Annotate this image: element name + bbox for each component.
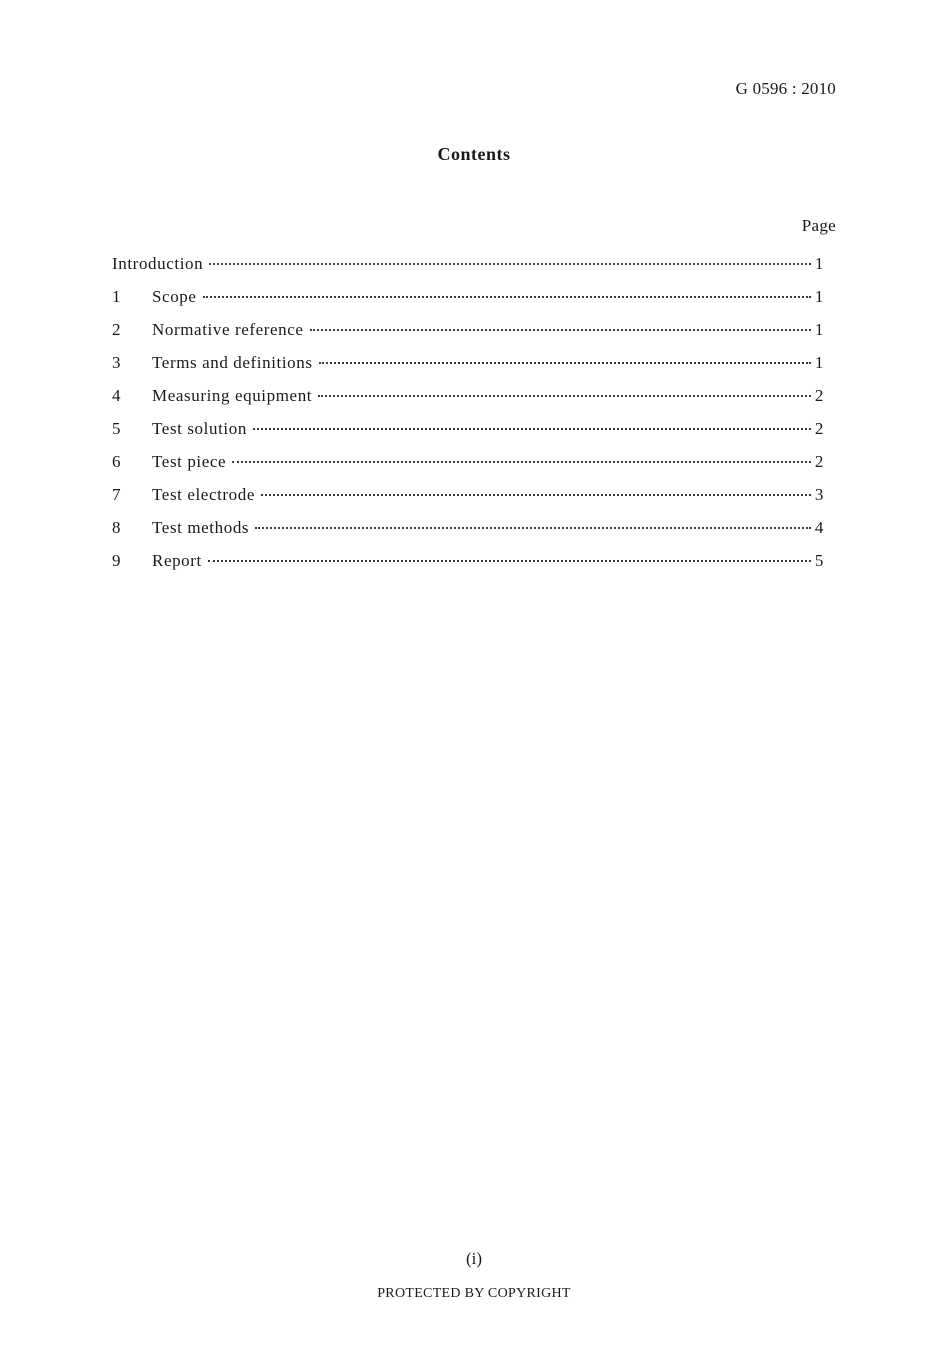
toc-entry-page: 5 bbox=[814, 551, 824, 570]
toc-dot-leader bbox=[253, 428, 811, 430]
toc-dot-leader bbox=[318, 395, 811, 397]
toc-entry-page: 1 bbox=[814, 320, 824, 339]
toc-entry-measuring-equipment[interactable] bbox=[112, 386, 824, 419]
toc-entry-number: 9 bbox=[112, 551, 122, 570]
toc-entry-test-solution[interactable] bbox=[112, 419, 824, 452]
toc-entry-label: Introduction bbox=[112, 254, 204, 273]
toc-entry-number: 5 bbox=[112, 419, 122, 438]
toc-dot-leader bbox=[209, 263, 811, 265]
toc-entry-number: 1 bbox=[112, 287, 122, 306]
toc-entry-number: 4 bbox=[112, 386, 122, 405]
toc-entry-page: 4 bbox=[814, 518, 824, 537]
toc-entry-terms-and-definitions[interactable] bbox=[112, 353, 824, 386]
copyright-notice: PROTECTED BY COPYRIGHT bbox=[377, 1286, 571, 1301]
toc-dot-leader bbox=[261, 494, 811, 496]
toc-entry-label: Test piece bbox=[152, 452, 227, 471]
toc-entry-label: Terms and definitions bbox=[152, 353, 313, 372]
toc-entry-page: 3 bbox=[814, 485, 824, 504]
toc-dot-leader bbox=[255, 527, 811, 529]
toc-entry-label: Measuring equipment bbox=[152, 386, 313, 405]
table-of-contents bbox=[112, 254, 824, 584]
toc-entry-test-piece[interactable] bbox=[112, 452, 824, 485]
toc-dot-leader bbox=[310, 329, 811, 331]
toc-entry-page: 1 bbox=[814, 353, 824, 372]
toc-dot-leader bbox=[232, 461, 811, 463]
toc-entry-label: Test electrode bbox=[152, 485, 256, 504]
toc-entry-page: 2 bbox=[814, 386, 824, 405]
page-number: (i) bbox=[465, 1249, 483, 1268]
toc-entry-label: Test solution bbox=[152, 419, 247, 438]
toc-entry-page: 2 bbox=[814, 419, 824, 438]
toc-entry-page: 2 bbox=[814, 452, 824, 471]
toc-entry-test-electrode[interactable] bbox=[112, 485, 824, 518]
toc-entry-number: 2 bbox=[112, 320, 122, 339]
toc-entry-label: Scope bbox=[152, 287, 197, 306]
toc-entry-page: 1 bbox=[814, 254, 824, 273]
document-code: G 0596 : 2010 bbox=[735, 79, 836, 98]
toc-entry-test-methods[interactable] bbox=[112, 518, 824, 551]
toc-entry-number: 3 bbox=[112, 353, 122, 372]
toc-entry-label: Report bbox=[152, 551, 202, 570]
toc-dot-leader bbox=[203, 296, 811, 298]
toc-entry-scope[interactable] bbox=[112, 287, 824, 320]
toc-entry-number: 7 bbox=[112, 485, 122, 504]
toc-entry-report[interactable] bbox=[112, 551, 824, 584]
toc-entry-introduction[interactable] bbox=[112, 254, 824, 287]
toc-entry-number: 8 bbox=[112, 518, 122, 537]
toc-entry-label: Normative reference bbox=[152, 320, 304, 339]
toc-dot-leader bbox=[208, 560, 811, 562]
toc-dot-leader bbox=[319, 362, 811, 364]
toc-entry-normative-reference[interactable] bbox=[112, 320, 824, 353]
toc-title: Contents bbox=[437, 144, 511, 164]
toc-page-column-heading: Page bbox=[801, 216, 836, 235]
toc-entry-page: 1 bbox=[814, 287, 824, 306]
toc-entry-number: 6 bbox=[112, 452, 122, 471]
toc-entry-label: Test methods bbox=[152, 518, 250, 537]
